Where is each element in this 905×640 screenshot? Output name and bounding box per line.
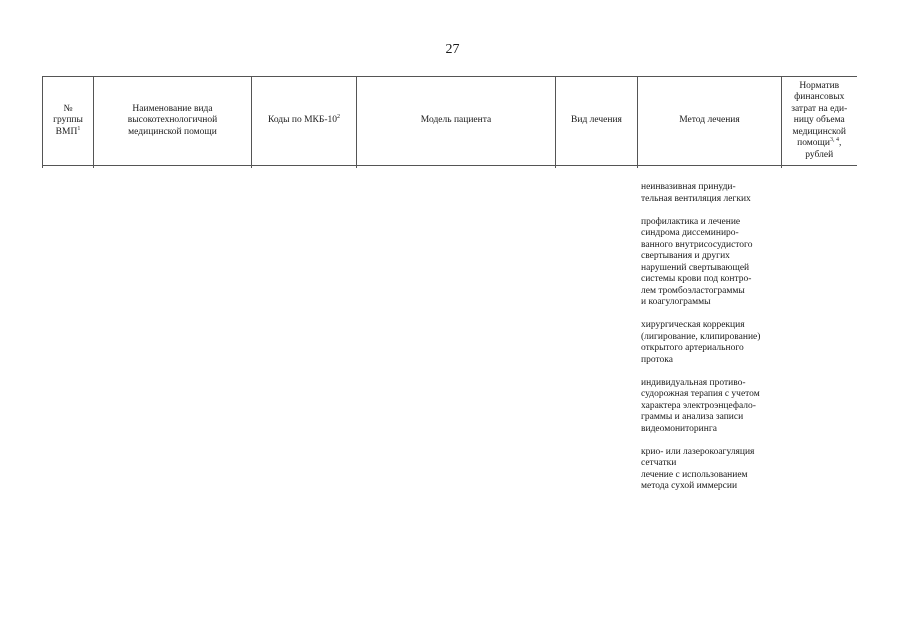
col-treatment-type: Вид лечения bbox=[556, 77, 638, 166]
col-group-number: № группы ВМП$^1$ bbox=[43, 77, 94, 166]
method-item: профилактика и лечение синдрома диссеминиро- ванного внутрисосудистого свертывания и других нарушений свертывающей системы крови под контро- лем тромбоэластограммы и коагулограммы bbox=[641, 216, 753, 307]
col-cost-norm: Норматив финансовых затрат на еди- ницу объема медицинской помощи$^{3, 4}$, рублей bbox=[782, 77, 857, 166]
col-icd-codes: Коды по МКБ-$10^2$ bbox=[252, 77, 357, 166]
method-item: крио- или лазерокоагуляция сетчатки bbox=[641, 446, 755, 468]
method-item: неинвазивная принуди- тельная вентиляция легких bbox=[641, 182, 751, 204]
col-patient-model: Модель пациента bbox=[357, 77, 556, 166]
treatment-method-list bbox=[641, 182, 791, 493]
header-stub-row bbox=[43, 166, 857, 169]
col-treatment-method: Метод лечения bbox=[638, 77, 782, 166]
vmp-table-header bbox=[42, 76, 857, 168]
method-item: индивидуальная противо- судорожная терапия с учетом характера электроэнцефало- граммы и анализа записи видеомониторинга bbox=[641, 377, 760, 434]
method-item: лечение с использованием метода сухой иммерсии bbox=[641, 469, 748, 491]
header-row bbox=[43, 77, 857, 166]
method-item: хирургическая коррекция (лигирование, клипирование) открытого артериального протока bbox=[641, 320, 761, 365]
page-number: 27 bbox=[445, 42, 460, 57]
col-care-name: Наименование вида высокотехнологичной медицинской помощи bbox=[94, 77, 252, 166]
